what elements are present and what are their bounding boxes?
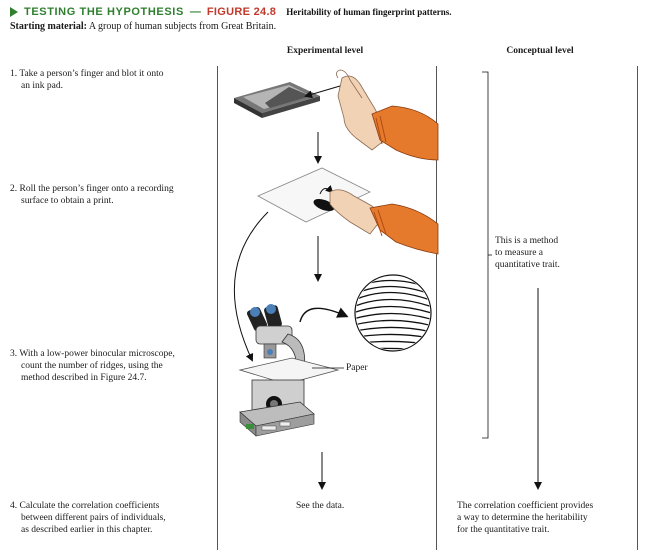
- header-label: TESTING THE HYPOTHESIS: [24, 6, 184, 18]
- fingerprint-icon: [350, 268, 440, 352]
- note-line: to measure a: [495, 248, 544, 258]
- hand-icon: [336, 70, 438, 160]
- note-line: The correlation coefficient provides: [457, 501, 594, 511]
- conceptual-method-note: [495, 235, 560, 271]
- ink-pad-icon: [234, 82, 320, 118]
- step-1-line: 1. Take a person’s finger and blot it onto: [10, 69, 164, 79]
- experimental-level-heading: Experimental level: [286, 46, 364, 56]
- step-4-line: as described earlier in this chapter.: [21, 525, 153, 535]
- see-the-data-label: See the data.: [296, 501, 345, 511]
- header-separator: —: [189, 6, 201, 18]
- conceptual-level-heading: Conceptual level: [506, 46, 574, 56]
- starting-material-text: A group of human subjects from Great Britain.: [88, 21, 277, 32]
- note-line: for the quantitative trait.: [457, 525, 550, 535]
- step-4-line: between different pairs of individuals,: [21, 513, 166, 523]
- step-2-line: surface to obtain a print.: [21, 196, 114, 206]
- figure-number: FIGURE 24.8: [206, 6, 277, 18]
- step-3-line: 3. With a low-power binocular microscope,: [10, 349, 175, 359]
- step-3-line: method described in Figure 24.7.: [21, 373, 147, 383]
- note-line: a way to determine the heritability: [457, 513, 588, 523]
- step-3-line: count the number of ridges, using the: [21, 361, 163, 371]
- note-line: This is a method: [495, 236, 559, 246]
- microscope-icon: [240, 304, 338, 436]
- figure-caption: Heritability of human fingerprint patterns.: [286, 7, 452, 17]
- step-4-line: 4. Calculate the correlation coefficients: [10, 501, 160, 511]
- step-1-line: an ink pad.: [21, 81, 63, 91]
- step-2-line: 2. Roll the person’s finger onto a recording: [10, 184, 174, 194]
- note-line: quantitative trait.: [495, 260, 560, 270]
- paper-label: Paper: [346, 363, 368, 373]
- hand-icon: [330, 190, 438, 254]
- starting-material-label: Starting material:: [10, 21, 87, 32]
- conceptual-result-note: [457, 500, 593, 536]
